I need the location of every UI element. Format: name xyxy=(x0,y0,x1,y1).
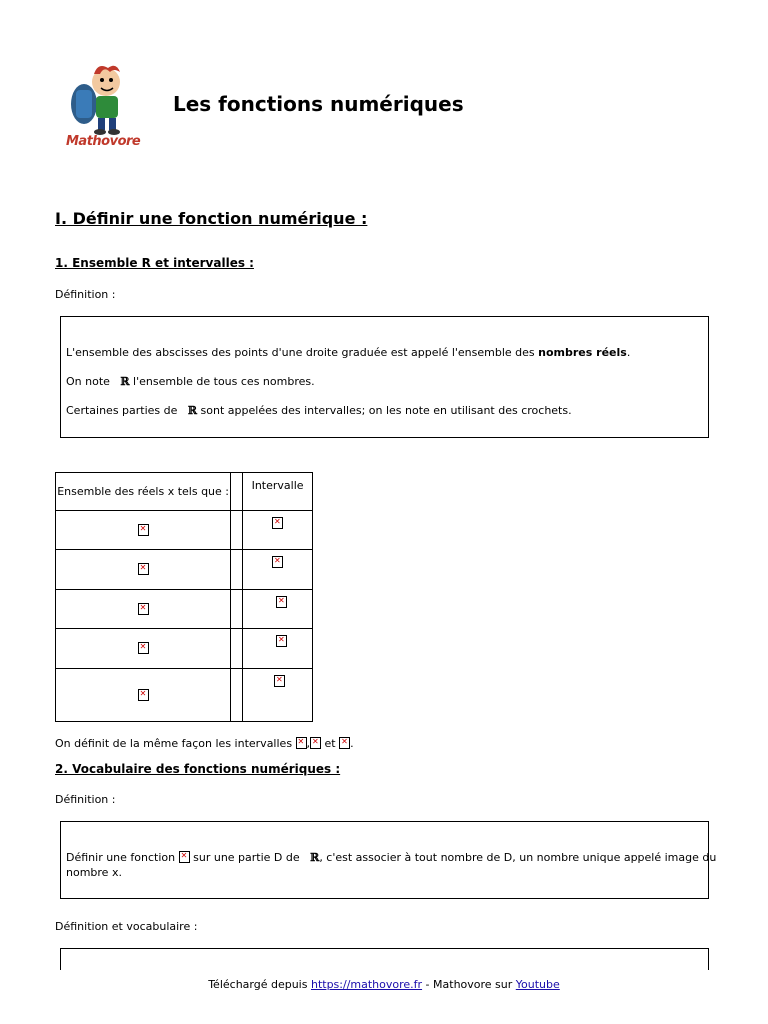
logo-text: Mathovore xyxy=(66,134,141,149)
nombres-reels-bold: nombres réels xyxy=(538,346,627,359)
after-table-sentence xyxy=(55,737,354,750)
broken-image-icon xyxy=(138,689,149,701)
table-row xyxy=(56,669,313,722)
broken-image-icon xyxy=(296,737,307,749)
box1-line1-text: L'ensemble des abscisses des points d'une droite graduée est appelé l'ensemble des xyxy=(66,346,539,359)
broken-image-icon xyxy=(272,517,283,529)
box1-line2-end: l'ensemble de tous ces nombres. xyxy=(129,375,315,388)
definition-label-1: Définition : xyxy=(55,288,116,301)
box1-line2 xyxy=(66,375,315,388)
box2-line1-end: , c'est associer à tout nombre de D, un nombre unique appelé image du xyxy=(319,851,717,864)
definition-vocab-label: Définition et vocabulaire : xyxy=(55,920,198,933)
reals-symbol: ℝ xyxy=(120,375,130,388)
table-header-row xyxy=(56,473,313,511)
subsection-heading-2: 2. Vocabulaire des fonctions numériques : xyxy=(55,762,341,776)
box2-line1-mid: sur une partie D de xyxy=(189,851,304,864)
page-title: Les fonctions numériques xyxy=(173,92,464,116)
broken-image-icon xyxy=(274,675,285,687)
mathovore-link[interactable]: https://mathovore.fr xyxy=(310,978,423,991)
definition-box-3 xyxy=(60,948,709,970)
youtube-link[interactable]: Youtube xyxy=(515,978,560,991)
broken-image-icon xyxy=(138,642,149,654)
reals-symbol: ℝ xyxy=(187,404,198,417)
broken-image-icon xyxy=(138,563,149,575)
and-word: et xyxy=(321,737,340,750)
footer xyxy=(0,978,768,991)
box1-line3-text: Certaines parties de xyxy=(66,404,181,417)
table-row xyxy=(56,511,313,550)
table-row xyxy=(56,590,313,629)
box2-line1-text: Définir une fonction xyxy=(66,851,179,864)
broken-image-icon xyxy=(276,635,287,647)
broken-image-icon xyxy=(276,596,287,608)
box2-line2: nombre x. xyxy=(66,866,122,879)
definition-box-2 xyxy=(60,821,717,899)
box1-line3-end: sont appelées des intervalles; on les note en utilisant des crochets. xyxy=(197,404,572,417)
footer-text: Téléchargé depuis xyxy=(208,978,311,991)
comma: , xyxy=(306,737,311,750)
spacer-cell xyxy=(231,473,243,511)
intervals-table xyxy=(55,472,313,722)
broken-image-icon xyxy=(138,524,149,536)
box1-line3 xyxy=(66,404,572,417)
box1-line1-end: . xyxy=(626,346,631,359)
broken-image-icon xyxy=(339,737,350,749)
box1-line2-text: On note xyxy=(66,375,114,388)
table-row xyxy=(56,550,313,590)
box2-line1 xyxy=(66,851,716,864)
footer-mid-text: - Mathovore sur xyxy=(422,978,516,991)
broken-image-icon xyxy=(179,851,190,863)
section-heading: I. Définir une fonction numérique : xyxy=(55,209,368,228)
col2-header: Intervalle xyxy=(243,473,313,511)
definition-label-2: Définition : xyxy=(55,793,116,806)
table-row xyxy=(56,629,313,669)
definition-box-1 xyxy=(60,316,709,438)
col1-header: Ensemble des réels x tels que : xyxy=(56,473,231,511)
broken-image-icon xyxy=(310,737,321,749)
mathovore-logo xyxy=(62,60,158,156)
subsection-heading-1: 1. Ensemble R et intervalles : xyxy=(55,256,254,270)
period: . xyxy=(350,737,354,750)
broken-image-icon xyxy=(138,603,149,615)
broken-image-icon xyxy=(272,556,283,568)
reals-symbol: ℝ xyxy=(310,851,320,864)
after-table-text: On définit de la même façon les intervalles xyxy=(55,737,296,750)
box1-line1 xyxy=(66,346,630,359)
